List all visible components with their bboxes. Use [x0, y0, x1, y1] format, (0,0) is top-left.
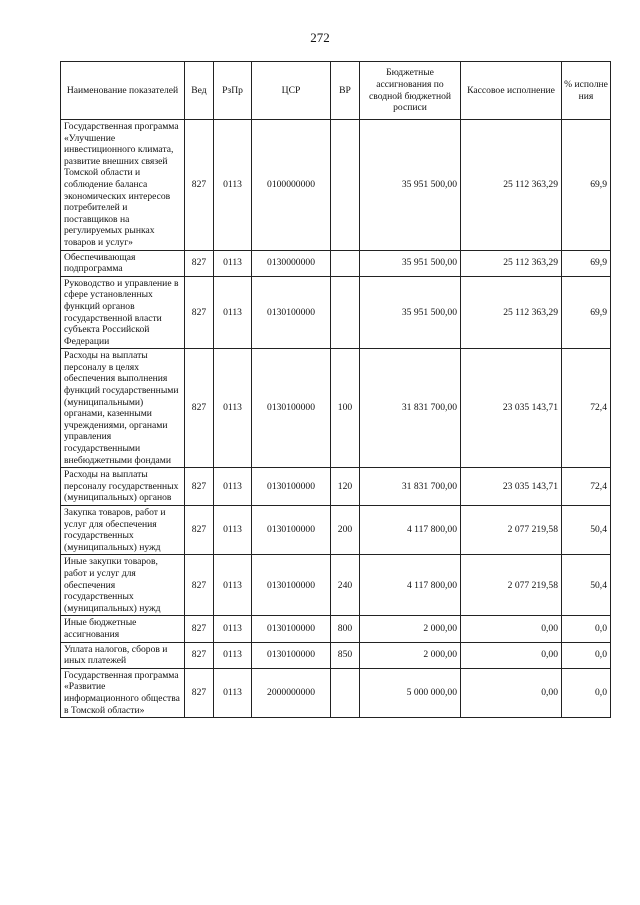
row-csr: 0130100000	[252, 468, 331, 506]
row-execution-percent: 50,4	[562, 555, 611, 616]
table-row	[61, 642, 611, 668]
row-name: Обеспечивающая подпрограмма	[61, 250, 185, 276]
row-rzpr: 0113	[214, 349, 252, 468]
row-name: Закупка товаров, работ и услуг для обеспечения государственных (муниципальных) нужд	[61, 506, 185, 555]
row-csr: 0130100000	[252, 506, 331, 555]
row-ved: 827	[185, 506, 214, 555]
row-name: Иные бюджетные ассигнования	[61, 616, 185, 642]
row-vr: 100	[331, 349, 360, 468]
row-assignments: 4 117 800,00	[360, 506, 461, 555]
row-name: Руководство и управление в сфере установленных функций органов государственной власти субъекта Российской Федерации	[61, 276, 185, 349]
row-cash-execution: 0,00	[461, 642, 562, 668]
row-ved: 827	[185, 616, 214, 642]
header-rzpr: РзПр	[214, 62, 252, 120]
row-vr: 120	[331, 468, 360, 506]
row-ved: 827	[185, 668, 214, 717]
header-execution-percent: % исполне ния	[562, 62, 611, 120]
row-execution-percent: 69,9	[562, 120, 611, 251]
table-row	[61, 616, 611, 642]
row-cash-execution: 0,00	[461, 668, 562, 717]
row-assignments: 31 831 700,00	[360, 468, 461, 506]
row-rzpr: 0113	[214, 616, 252, 642]
header-assignments: Бюджетные ассигнования по сводной бюджетной росписи	[360, 62, 461, 120]
row-assignments: 35 951 500,00	[360, 120, 461, 251]
row-name: Уплата налогов, сборов и иных платежей	[61, 642, 185, 668]
row-assignments: 4 117 800,00	[360, 555, 461, 616]
row-cash-execution: 2 077 219,58	[461, 506, 562, 555]
header-ved: Вед	[185, 62, 214, 120]
row-vr	[331, 668, 360, 717]
row-assignments: 31 831 700,00	[360, 349, 461, 468]
row-execution-percent: 50,4	[562, 506, 611, 555]
row-ved: 827	[185, 349, 214, 468]
row-name: Государственная программа «Развитие информационного общества в Томской области»	[61, 668, 185, 717]
row-cash-execution: 0,00	[461, 616, 562, 642]
row-csr: 2000000000	[252, 668, 331, 717]
row-ved: 827	[185, 250, 214, 276]
table-row	[61, 506, 611, 555]
header-vr: ВР	[331, 62, 360, 120]
table-row	[61, 349, 611, 468]
row-execution-percent: 0,0	[562, 616, 611, 642]
header-cash-execution: Кассовое исполнение	[461, 62, 562, 120]
row-execution-percent: 0,0	[562, 668, 611, 717]
table-row	[61, 120, 611, 251]
table-header-row	[61, 62, 611, 120]
row-name: Расходы на выплаты персоналу в целях обеспечения выполнения функций государственными (муниципальными) органами, казенными учреждениями, органами управления государственными внебюджетными фондами	[61, 349, 185, 468]
row-csr: 0100000000	[252, 120, 331, 251]
row-cash-execution: 25 112 363,29	[461, 120, 562, 251]
row-rzpr: 0113	[214, 120, 252, 251]
row-ved: 827	[185, 642, 214, 668]
row-execution-percent: 72,4	[562, 468, 611, 506]
row-vr	[331, 276, 360, 349]
table-row	[61, 468, 611, 506]
row-rzpr: 0113	[214, 506, 252, 555]
row-csr: 0130100000	[252, 276, 331, 349]
row-csr: 0130100000	[252, 555, 331, 616]
row-execution-percent: 0,0	[562, 642, 611, 668]
row-assignments: 2 000,00	[360, 616, 461, 642]
row-name: Государственная программа «Улучшение инвестиционного климата, развитие внешних связей Томской области и соблюдение баланса экономических интересов потребителей и поставщиков на регулируемых рынках товаров и услуг»	[61, 120, 185, 251]
row-cash-execution: 25 112 363,29	[461, 276, 562, 349]
row-rzpr: 0113	[214, 468, 252, 506]
row-csr: 0130100000	[252, 349, 331, 468]
row-rzpr: 0113	[214, 642, 252, 668]
row-name: Иные закупки товаров, работ и услуг для обеспечения государственных (муниципальных) нужд	[61, 555, 185, 616]
row-ved: 827	[185, 120, 214, 251]
header-csr: ЦСР	[252, 62, 331, 120]
row-assignments: 35 951 500,00	[360, 276, 461, 349]
row-rzpr: 0113	[214, 555, 252, 616]
row-cash-execution: 25 112 363,29	[461, 250, 562, 276]
row-execution-percent: 72,4	[562, 349, 611, 468]
table-row	[61, 250, 611, 276]
table-row	[61, 555, 611, 616]
row-csr: 0130000000	[252, 250, 331, 276]
row-execution-percent: 69,9	[562, 276, 611, 349]
table-row	[61, 276, 611, 349]
table-row	[61, 668, 611, 717]
row-vr	[331, 250, 360, 276]
row-cash-execution: 23 035 143,71	[461, 349, 562, 468]
row-vr: 240	[331, 555, 360, 616]
row-rzpr: 0113	[214, 250, 252, 276]
row-ved: 827	[185, 276, 214, 349]
row-vr: 200	[331, 506, 360, 555]
row-vr: 850	[331, 642, 360, 668]
row-csr: 0130100000	[252, 616, 331, 642]
row-execution-percent: 69,9	[562, 250, 611, 276]
row-assignments: 35 951 500,00	[360, 250, 461, 276]
row-cash-execution: 23 035 143,71	[461, 468, 562, 506]
row-ved: 827	[185, 468, 214, 506]
row-cash-execution: 2 077 219,58	[461, 555, 562, 616]
page-number: 272	[310, 30, 330, 45]
budget-table	[60, 61, 611, 718]
row-vr: 800	[331, 616, 360, 642]
row-assignments: 2 000,00	[360, 642, 461, 668]
row-csr: 0130100000	[252, 642, 331, 668]
row-vr	[331, 120, 360, 251]
row-assignments: 5 000 000,00	[360, 668, 461, 717]
row-rzpr: 0113	[214, 276, 252, 349]
row-ved: 827	[185, 555, 214, 616]
header-name: Наименование показателей	[61, 62, 185, 120]
row-name: Расходы на выплаты персоналу государственных (муниципальных) органов	[61, 468, 185, 506]
row-rzpr: 0113	[214, 668, 252, 717]
